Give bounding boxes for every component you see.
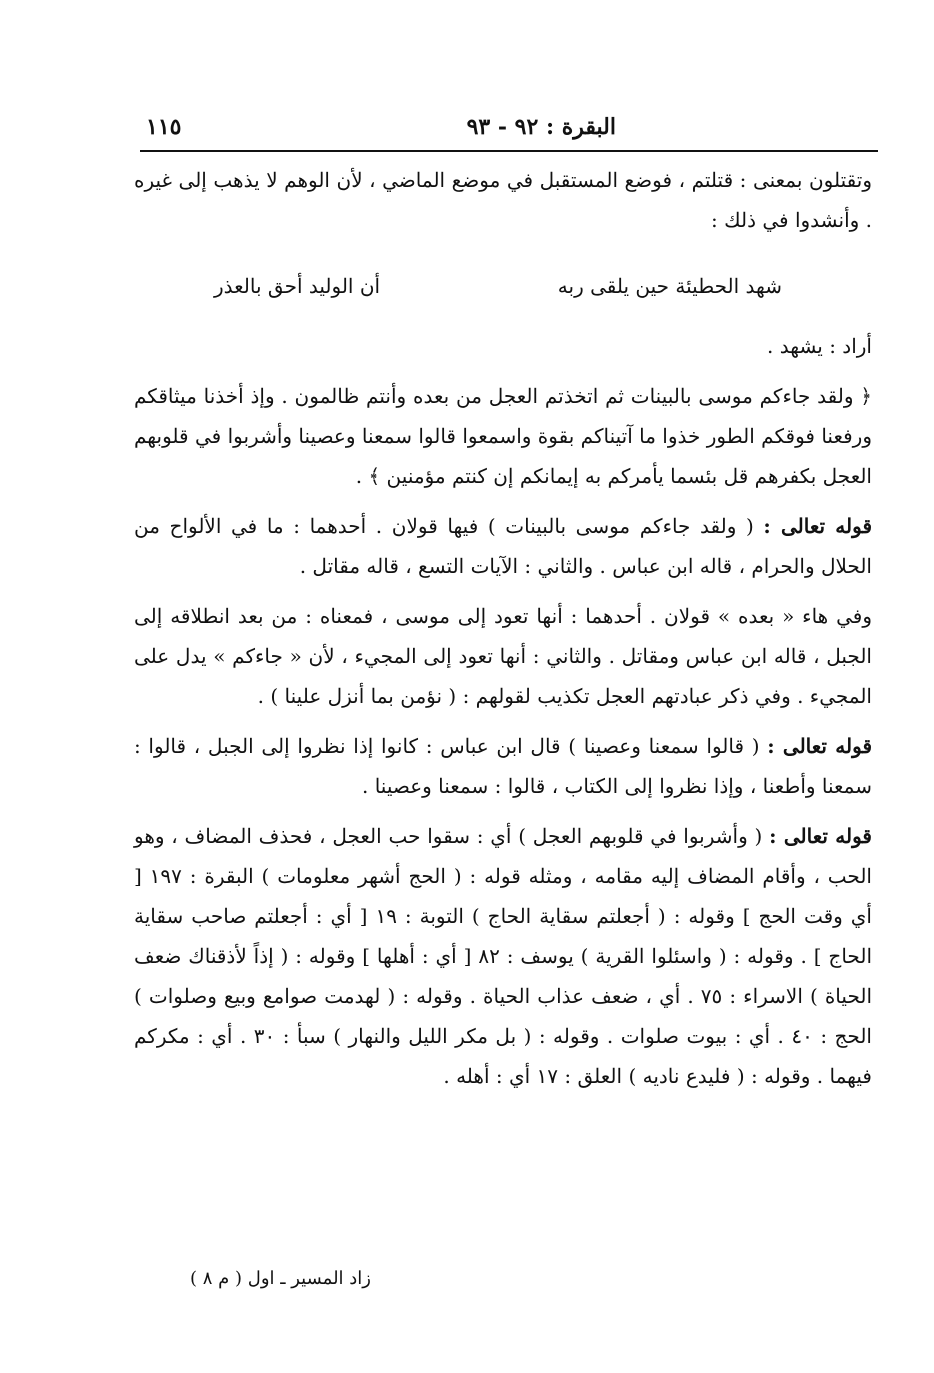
running-title: البقرة : ٩٢ - ٩٣ (466, 114, 616, 140)
poem-verse (134, 246, 872, 326)
header-rule (140, 150, 878, 152)
paragraph-2 (134, 326, 872, 366)
paragraph-4 (134, 506, 872, 586)
paragraph-6-lead: قوله تعالى : (767, 734, 873, 758)
paragraph-4-lead: قوله تعالى : (763, 514, 873, 538)
paragraph-5 (134, 596, 872, 716)
paragraph-6-text: ( قالوا سمعنا وعصينا ) قال ابن عباس : كانوا إذا نظروا إلى الجبل ، قالوا : سمعنا وأطعنا ، وإذا نظروا إلى الكتاب ، قالوا : سمعنا وعصينا . (134, 734, 872, 798)
paragraph-1 (134, 160, 872, 240)
paragraph-7-lead: قوله تعالى : (769, 824, 872, 848)
paragraph-6 (134, 726, 872, 806)
paragraph-7 (134, 816, 872, 1096)
page-number: ١١٥ (146, 114, 182, 140)
verse-second-hemistich: أن الوليد أحق بالعذر (214, 274, 381, 298)
paragraph-5-text: وفي هاء « بعده » قولان . أحدهما : أنها تعود إلى موسى ، فمعناه : من بعد انطلاقه إلى الجبل ، قاله ابن عباس ومقاتل . والثاني : أنها تعود إلى المجيء ، لأن « جاءكم » يدل على المجيء . وفي ذكر عبادتهم العجل تكذيب لقولهم : ( نؤمن بما أنزل علينا ) . (134, 604, 872, 708)
verse-first-hemistich: شهد الحطيئة حين يلقى ربه (557, 274, 782, 298)
page-header (140, 110, 878, 150)
page-body (134, 160, 872, 1106)
paragraph-2-text: أراد : يشهد . (767, 334, 872, 358)
quran-verse-block (134, 376, 872, 496)
paragraph-1-text: وتقتلون بمعنى : قتلتم ، فوضع المستقبل في موضع الماضي ، لأن الوهم لا يذهب إلى غيره . وأنشدوا في ذلك : (134, 168, 872, 232)
quran-verse-text: ﴿ ولقد جاءكم موسى بالبينات ثم اتخذتم العجل من بعده وأنتم ظالمون . وإذ أخذنا ميثاقكم ورفعنا فوقكم الطور خذوا ما آتيناكم بقوة واسمعوا قالوا سمعنا وعصينا وأشربوا في قلوبهم العجل بكفرهم قل بئسما يأمركم به إيمانكم إن كنتم مؤمنين ﴾ . (134, 384, 872, 488)
page-footer: زاد المسير ـ اول ( م ٨ ) (190, 1268, 371, 1289)
paragraph-4-text: ( ولقد جاءكم موسى بالبينات ) فيها قولان . أحدهما : ما في الألواح من الحلال والحرام ، قاله ابن عباس . والثاني : الآيات التسع ، قاله مقاتل . (134, 514, 872, 578)
paragraph-7-text: ( وأشربوا في قلوبهم العجل ) أي : سقوا حب العجل ، فحذف المضاف ، وهو الحب ، وأقام المضاف إليه مقامه ، ومثله قوله : ( الحج أشهر معلومات ) البقرة : ١٩٧ [ أي وقت الحج ] وقوله : ( أجعلتم سقاية الحاج ) التوبة : ١٩ [ أي : أجعلتم صاحب سقاية الحاج ] . وقوله : ( واسئلوا القرية ) يوسف : ٨٢ [ أي : أهلها ] وقوله : ( إذاً لأذقناك ضعف الحياة ) الاسراء : ٧٥ . أي ، ضعف عذاب الحياة . وقوله : ( لهدمت صوامع وبيع وصلوات ) الحج : ٤٠ . أي : بيوت صلوات . وقوله : ( بل مكر الليل والنهار ) سبأ : ٣٠ . أي : مكركم فيهما . وقوله : ( فليدع ناديه ) العلق : ١٧ أي : أهله . (134, 824, 873, 1088)
